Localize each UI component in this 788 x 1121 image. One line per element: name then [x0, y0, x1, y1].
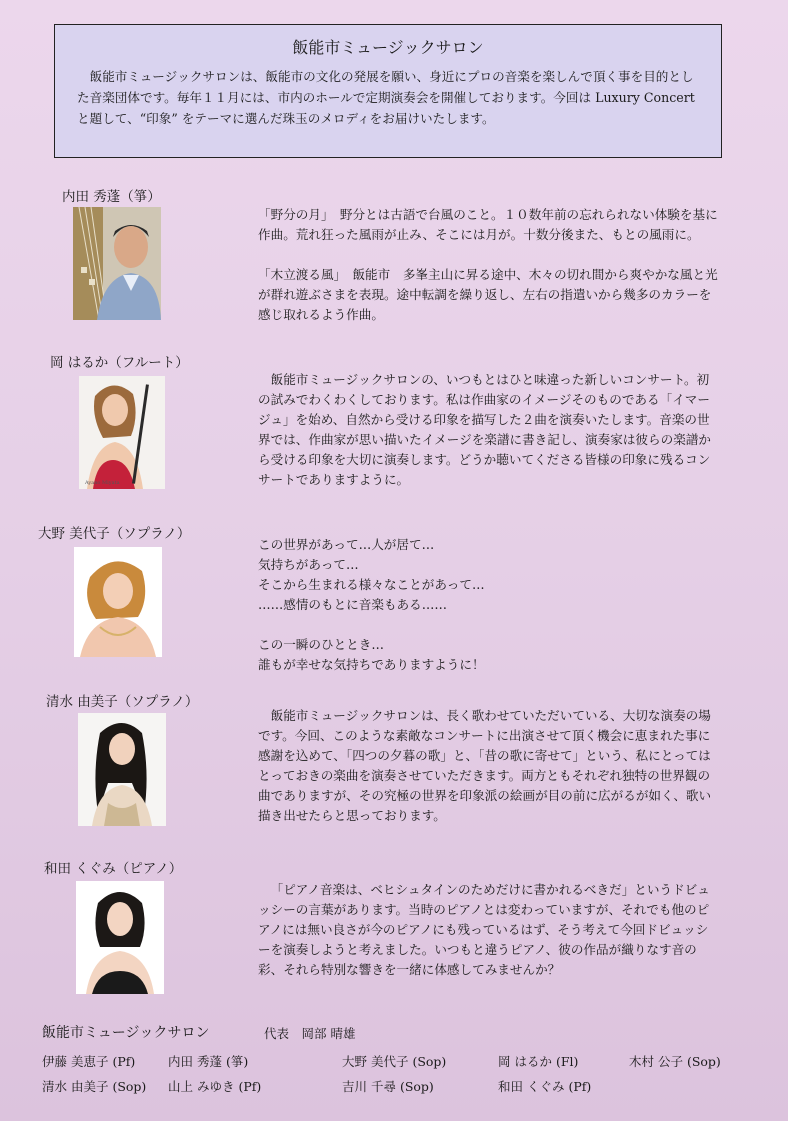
- performer-name-wada: 和田 くぐみ（ピアノ）: [44, 861, 183, 877]
- performer-photo-ono: [74, 547, 162, 657]
- performer-desc-wada: [258, 880, 718, 980]
- performer-name-ono: 大野 美代子（ソプラノ）: [38, 526, 191, 542]
- performer-desc-uchida: [258, 205, 718, 325]
- member-item: 内田 秀蓬 (箏): [168, 1054, 249, 1069]
- desc-line: そこから生まれる様々なことがあって…: [258, 577, 485, 592]
- performer-photo-oka: [79, 376, 165, 489]
- performer-desc-oka: [258, 370, 718, 490]
- desc-paragraph: 「野分の月」 野分とは古語で台風のこと。１０数年前の忘れられない体験を基に作曲。荒れ狂った風雨が止み、そこには月が。十数分後また、もとの風雨に。: [258, 207, 718, 242]
- footer-representative: 代表 岡部 晴雄: [264, 1026, 356, 1041]
- desc-line: この一瞬のひととき…: [258, 637, 384, 652]
- performer-photo-uchida: [73, 207, 161, 320]
- member-item: 木村 公子 (Sop): [629, 1054, 721, 1069]
- member-item: 清水 由美子 (Sop): [42, 1079, 147, 1094]
- performer-photo-shimizu: [78, 713, 166, 826]
- desc-paragraph: 「ピアノ音楽は、ベヒシュタインのためだけに書かれるべきだ」というドビュッシーの言葉があります。当時のピアノとは変わっていますが、それでも他のピアノには無い良さが今のピアノにも残っているはず、そう考えて今回ドビュッシーを演奏しようと考えました。いつもと違うピアノ、彼の作品が織りなす音の彩、それら特別な響きを一緒に体感してみませんか？: [258, 882, 710, 977]
- member-item: 伊藤 美恵子 (Pf): [42, 1054, 136, 1069]
- performer-desc-shimizu: [258, 706, 718, 826]
- member-item: 山上 みゆき (Pf): [168, 1079, 262, 1094]
- performer-name-oka: 岡 はるか（フルート）: [50, 355, 189, 371]
- photo-caption: Ayano Miyata: [85, 480, 120, 486]
- performer-desc-ono: [258, 535, 718, 675]
- desc-paragraph: 飯能市ミュージックサロンは、長く歌わせていただいている、大切な演奏の場です。今回、このような素敵なコンサートに出演させて頂く機会に恵まれた事に感謝を込めて、「四つの夕暮の歌」と、「昔の歌に寄せて」という、私にとってはとっておきの楽曲を演奏させていただきます。両方ともそれぞれ独特の世界観の曲でありますが、その究極の世界を印象派の絵画が目の前に広がるが如く、歌い描き出せたらと思っております。: [258, 708, 712, 823]
- desc-line: ……感情のもとに音楽もある……: [258, 597, 447, 612]
- header-text: 飯能市ミュージックサロンは、飯能市の文化の発展を願い、身近にプロの音楽を楽しんで頂く事を目的とした音楽団体です。毎年１１月には、市内のホールで定期演奏会を開催しております。今回は Luxury Concert と題して、“印象” をテーマに選んだ珠玉のメロディをお届けいたします。: [77, 69, 695, 126]
- member-item: 岡 はるか (Fl): [498, 1054, 579, 1069]
- member-item: 大野 美代子 (Sop): [342, 1054, 447, 1069]
- desc-paragraph: 飯能市ミュージックサロンの、いつもとはひと味違った新しいコンサート。初の試みでわくわくしております。私は作曲家のイメージそのものである「イマージュ」を始め、自然から受ける印象を描写した２曲を演奏いたします。音楽の世界では、作曲家が思い描いたイメージを楽譜に書き記し、演奏家は彼らの楽譜から受ける印象を大切に演奏します。どうか聴いてくださる皆様の印象に残るコンサートでありますように。: [258, 372, 711, 487]
- member-item: 和田 くぐみ (Pf): [498, 1079, 592, 1094]
- header-title: 飯能市ミュージックサロン: [292, 38, 484, 57]
- intro-box: [54, 24, 722, 158]
- performer-name-shimizu: 清水 由美子（ソプラノ）: [46, 694, 199, 710]
- member-item: 吉川 千尋 (Sop): [342, 1079, 434, 1094]
- desc-line: この世界があって…人が居て…: [258, 537, 435, 552]
- desc-line: 気持ちがあって…: [258, 557, 359, 572]
- performer-photo-wada: [76, 881, 164, 994]
- desc-line: 誰もが幸せな気持ちでありますように！: [258, 657, 485, 672]
- desc-paragraph: 「木立渡る風」 飯能市 多峯主山に昇る途中、木々の切れ間から爽やかな風と光が群れ遊ぶさまを表現。途中転調を繰り返し、左右の指遣いから幾多のカラーを感じ取れるよう作曲。: [258, 267, 718, 322]
- performer-name-uchida: 内田 秀蓬（箏）: [62, 189, 161, 205]
- footer-org-name: 飯能市ミュージックサロン: [42, 1025, 210, 1041]
